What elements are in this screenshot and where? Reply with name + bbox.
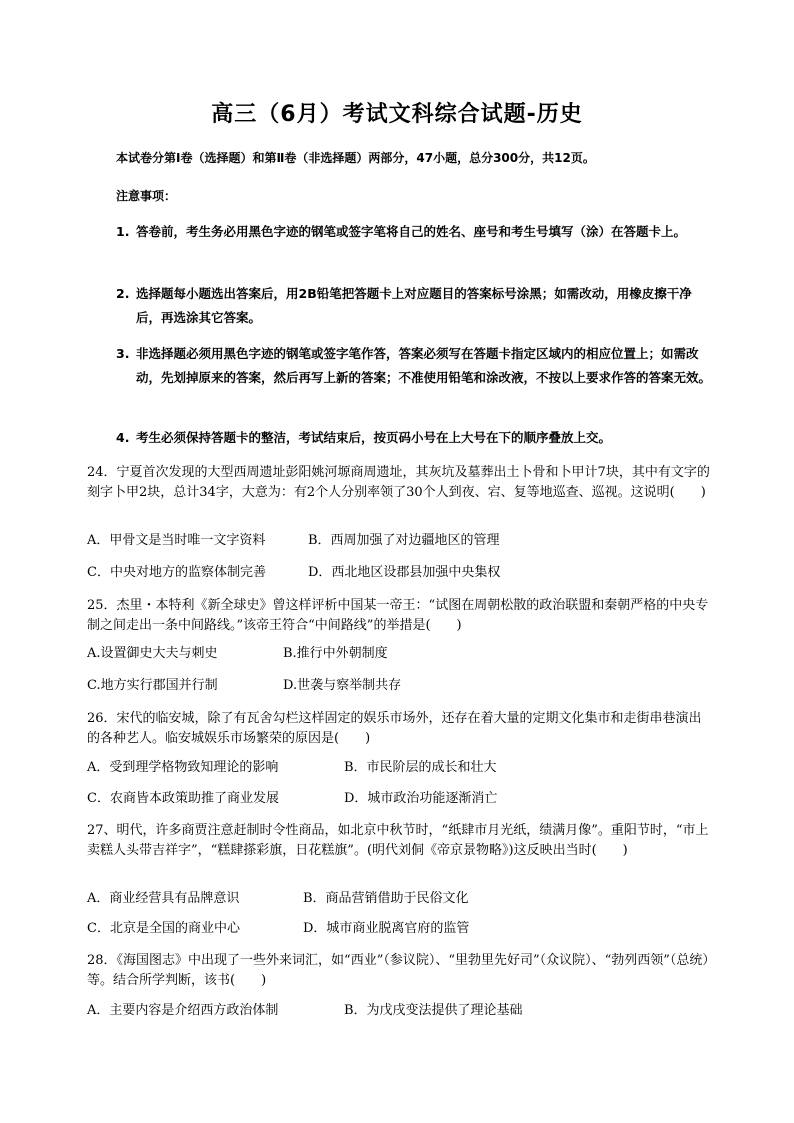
option: A．甲骨文是当时唯一文字资料 <box>87 533 266 548</box>
note-item <box>116 220 712 244</box>
question-stem: 26．宋代的临安城，除了有瓦舍勾栏这样固定的娱乐市场外，还存在着大量的定期文化集市和走街串巷演出的各种艺人。临安城娱乐市场繁荣的原因是( ) <box>87 711 702 746</box>
note-number: 4. <box>116 430 130 445</box>
note-text: 考生必须保持答题卡的整洁，考试结束后，按页码小号在上大号在下的顺序叠放上交。 <box>136 430 612 445</box>
note-number: 2. <box>116 286 130 301</box>
page-title: 高三（6月）考试文科综合试题-历史 <box>211 102 583 127</box>
note-item <box>116 282 712 330</box>
note-item <box>116 342 712 390</box>
option: D．城市政治功能逐渐消亡 <box>344 791 498 806</box>
notes-heading: 注意事项： <box>116 189 177 203</box>
question-stem: 24．宁夏首次发现的大型西周遗址彭阳姚河塬商周遗址，其灰坑及墓葬出土卜骨和卜甲计7块，其中有文字的刻字卜甲2块，总计34字，大意为：有2个人分别率领了30个人到夜、宕、复等地巡查、巡视。这说明( ) <box>87 465 710 500</box>
note-text: 选择题每小题选出答案后，用2B铅笔把答题卡上对应题目的答案标号涂黑；如需改动，用橡皮擦干净后，再选涂其它答案。 <box>136 286 692 325</box>
option: B．商品营销借助于民俗文化 <box>303 891 469 906</box>
exam-intro: 本试卷分第Ⅰ卷（选择题）和第Ⅱ卷（非选择题）两部分，47小题，总分300分，共12页。 <box>116 151 595 165</box>
option: C．北京是全国的商业中心 <box>87 921 240 936</box>
option: C．中央对地方的监察体制完善 <box>87 565 266 580</box>
note-item <box>116 426 712 450</box>
note-number: 1. <box>116 224 130 239</box>
option: C．农商皆本政策助推了商业发展 <box>87 791 279 806</box>
option: A.设置御史大夫与刺史 <box>87 646 218 661</box>
option: B．市民阶层的成长和壮大 <box>344 760 497 775</box>
option: D.世袭与察举制共存 <box>283 678 402 693</box>
option: D．西北地区设郡县加强中央集权 <box>308 565 501 580</box>
option: A．商业经营具有品牌意识 <box>87 891 240 906</box>
question-stem: 28．《海国图志》中出现了一些外来词汇，如“西业”（参议院）、“里勃里先好司”（众议院）、“勃列西领”（总统）等。结合所学判断，该书( ) <box>87 953 709 988</box>
question-stem: 25．杰里・本特利《新全球史》曾这样评析中国某一帝王：“试图在周朝松散的政治联盟和秦朝严格的中央专制之间走出一条中间路线。”该帝王符合“中间路线”的举措是( ) <box>87 598 709 633</box>
option: B．西周加强了对边疆地区的管理 <box>308 533 500 548</box>
note-number: 3. <box>116 346 130 361</box>
option: B．为戊戌变法提供了理论基础 <box>344 1003 523 1018</box>
option: A．主要内容是介绍西方政治体制 <box>87 1003 279 1018</box>
option: C.地方实行郡国并行制 <box>87 678 218 693</box>
question-stem: 27、明代，许多商贾注意赶制时令性商品，如北京中秋节时，“纸肆市月光纸，绩满月像”。重阳节时，“市上卖糕人头带吉祥字”，“糕肆搽彩旗，日花糕旗”。(明代刘侗《帝京景物略》)这反映出当时( ) <box>87 823 709 858</box>
note-text: 答卷前，考生务必用黑色字迹的钢笔或签字笔将自己的姓名、座号和考生号填写（涂）在答题卡上。 <box>136 224 687 239</box>
note-text: 非选择题必须用黑色字迹的钢笔或签字笔作答，答案必须写在答题卡指定区域内的相应位置上；如需改动，先划掉原来的答案，然后再写上新的答案；不准使用铅笔和涂改液，不按以上要求作答的答案无效。 <box>136 346 712 385</box>
option: A．受到理学格物致知理论的影响 <box>87 760 279 775</box>
option: D．城市商业脱离官府的监管 <box>303 921 470 936</box>
option: B.推行中外朝制度 <box>283 646 388 661</box>
